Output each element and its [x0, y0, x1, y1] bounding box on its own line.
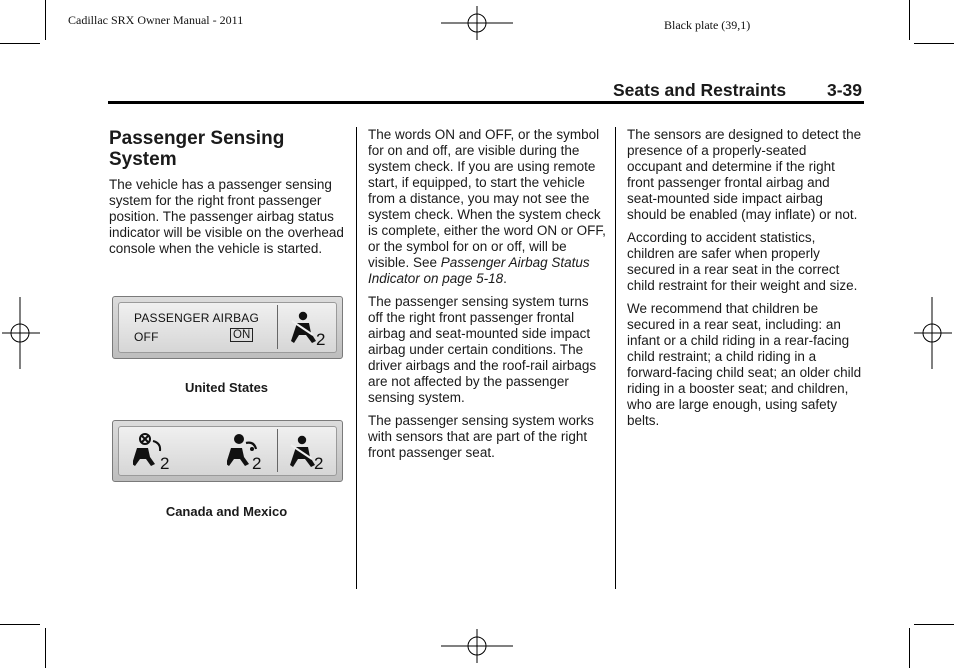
cross-reference-link[interactable]: Passenger Airbag Status Indicator on page 5-18 — [368, 255, 590, 286]
column-divider — [356, 127, 357, 589]
seatbelt-passenger-icon — [289, 311, 319, 347]
paragraph: According to accident statistics, children are safer when properly secured in a rear seat in the correct child restraint for their weight and size. — [627, 230, 858, 293]
crop-mark — [909, 628, 910, 668]
crop-mark — [914, 43, 954, 44]
paragraph: The sensors are designed to detect the presence of a properly-seated occupant and determine if the right front passenger frontal airbag and seat-mounted side impact airbag should be enabled (may inflate) or not. — [627, 127, 862, 222]
paragraph: The passenger sensing system works with sensors that are part of the right front passenger seat. — [368, 413, 594, 460]
registration-mark-icon — [441, 6, 513, 40]
paragraph-text: . — [503, 271, 507, 286]
crop-mark — [45, 0, 46, 40]
registration-mark-icon — [914, 297, 952, 369]
off-label: OFF — [134, 330, 159, 344]
crop-mark — [909, 0, 910, 40]
page-number: 3-39 — [827, 80, 863, 100]
passenger-number: 2 — [316, 330, 326, 349]
paragraph: The passenger sensing system turns off the right front passenger frontal airbag and seat-mounted side impact airbag under certain conditions. The driver airbags and the roof-rail airbags are not affected by the passenger sensing system. — [368, 294, 597, 405]
paragraph — [368, 127, 606, 287]
crop-mark — [45, 628, 46, 668]
paragraph: The vehicle has a passenger sensing system for the right front passenger position. The passenger airbag status indicator will be visible on the overhead console when the vehicle is started. — [109, 177, 344, 256]
panel-divider — [277, 429, 278, 472]
passenger-number-2: 2 — [252, 454, 262, 473]
paragraph: We recommend that children be secured in a rear seat, including: an infant or a child riding in a rear-facing child restraint; a child riding in a forward-facing child seat; an older child riding in a booster seat; and children, who are large enough, using safety belts. — [627, 301, 862, 428]
column-3 — [627, 127, 863, 436]
us-airbag-indicator-panel — [112, 296, 343, 359]
panel-divider — [277, 305, 278, 349]
passenger-number-1: 2 — [160, 454, 170, 473]
column-divider — [615, 127, 616, 589]
passenger-airbag-label: PASSENGER AIRBAG — [134, 311, 260, 325]
registration-mark-icon — [2, 297, 40, 369]
paragraph-text: The words ON and OFF, or the symbol for on and off, are visible during the system check. If you are using remote start, if equipped, to start the vehicle from a distance, you may not see the system check. When the system check is complete, either the word ON or OFF, or the symbol for on or off, will be visible. See — [368, 127, 606, 270]
manual-title: Cadillac SRX Owner Manual - 2011 — [68, 13, 244, 27]
page-heading: Passenger Sensing System — [109, 128, 285, 170]
registration-mark-icon — [441, 629, 513, 663]
crop-mark — [0, 624, 40, 625]
section-title: Seats and Restraints — [613, 80, 787, 100]
header-rule — [108, 101, 864, 104]
plate-label: Black plate (39,1) — [664, 18, 751, 32]
crop-mark — [0, 43, 40, 44]
canada-mexico-airbag-indicator-panel — [112, 420, 343, 482]
on-label: ON — [230, 328, 253, 342]
column-1 — [109, 177, 349, 264]
crop-mark — [914, 624, 954, 625]
column-2 — [368, 127, 606, 468]
figure-caption-canada-mexico: Canada and Mexico — [165, 504, 288, 519]
figure-caption-us: United States — [184, 380, 269, 395]
passenger-number-3: 2 — [314, 454, 324, 473]
